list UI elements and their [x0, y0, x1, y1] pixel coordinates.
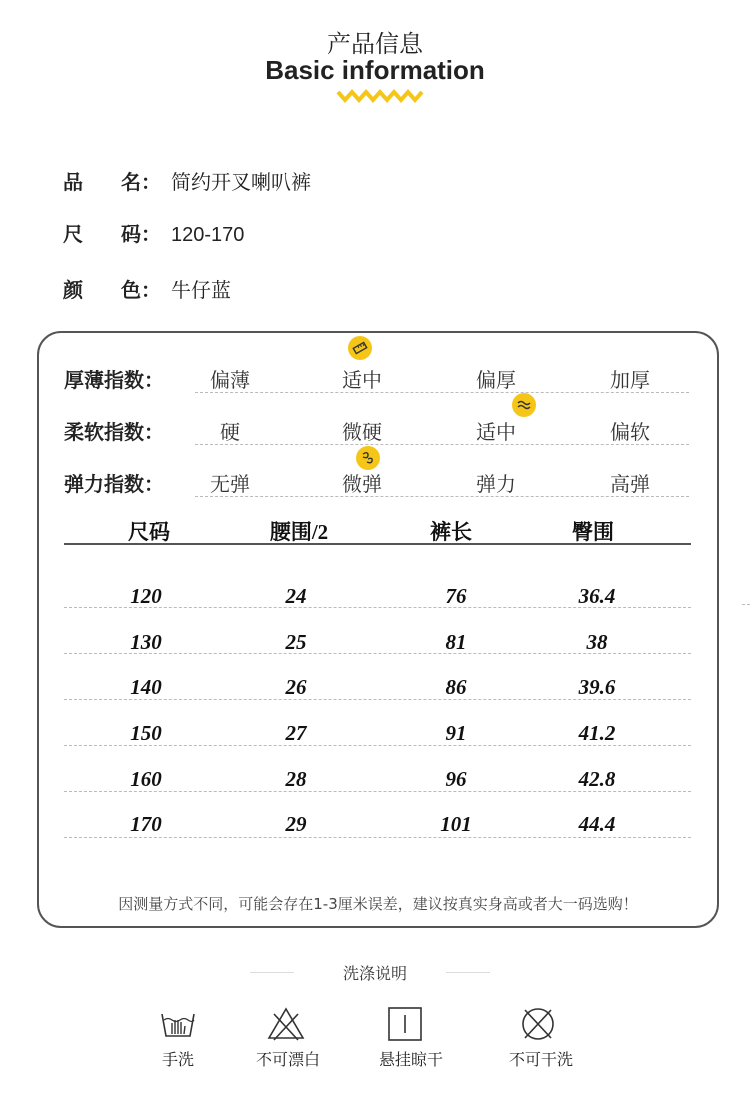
table-header-divider: [64, 543, 691, 545]
table-cell-waist: 29: [285, 812, 307, 836]
product-color-value: 牛仔蓝: [171, 278, 231, 302]
elasticity-index-label: 弹力指数：: [64, 472, 164, 496]
product-name-row: [63, 166, 311, 195]
table-cell-length: 101: [440, 812, 472, 836]
care-label: 手洗: [161, 1050, 194, 1069]
divider: [742, 604, 750, 605]
thickness-option: 偏厚: [476, 368, 516, 392]
washing-title: 洗涤说明: [342, 964, 407, 983]
elasticity-option: 微弹: [342, 472, 382, 496]
divider: [446, 972, 490, 973]
product-color-row: [63, 274, 231, 303]
elasticity-option: 高弹: [610, 472, 650, 496]
table-header-hip: 臀围: [572, 520, 614, 544]
table-header-length: 裤长: [430, 520, 472, 544]
thickness-option: 偏薄: [210, 368, 250, 392]
table-cell-size: 120: [130, 584, 162, 608]
page-title-en: Basic information: [265, 55, 485, 85]
product-size-value: 120-170: [171, 224, 245, 246]
table-cell-size: 170: [130, 812, 162, 836]
row-divider: [64, 791, 691, 792]
thickness-option: 适中: [342, 368, 382, 392]
divider: [195, 392, 689, 393]
table-cell-size: 150: [130, 721, 162, 745]
softness-option: 微硬: [342, 420, 382, 444]
thickness-index-label: 厚薄指数：: [64, 368, 164, 392]
softness-option: 硬: [220, 420, 240, 444]
product-size-row: [63, 218, 244, 247]
table-cell-hip: 44.4: [578, 812, 616, 836]
table-cell-size: 160: [130, 767, 162, 791]
page-title-cn: 产品信息: [327, 30, 423, 58]
hand-wash-icon: [158, 1006, 198, 1042]
table-cell-hip: 41.2: [578, 721, 616, 745]
care-label: 不可漂白: [255, 1050, 320, 1069]
zigzag-decoration-icon: [336, 88, 426, 104]
table-cell-length: 96: [445, 767, 467, 791]
table-cell-length: 81: [445, 630, 467, 654]
table-cell-waist: 27: [285, 721, 307, 745]
row-divider: [64, 837, 691, 838]
table-cell-waist: 25: [285, 630, 307, 654]
row-divider: [64, 699, 691, 700]
thickness-option: 加厚: [610, 368, 650, 392]
product-size-label: 尺 码：: [63, 222, 161, 246]
table-cell-hip: 42.8: [578, 767, 616, 791]
table-cell-waist: 28: [285, 767, 307, 791]
table-cell-size: 140: [130, 675, 162, 699]
softness-option: 适中: [476, 420, 516, 444]
product-name-label: 品 名：: [63, 170, 161, 194]
divider: [195, 444, 689, 445]
table-cell-hip: 38: [586, 630, 608, 654]
line-dry-icon: [385, 1006, 425, 1042]
no-dry-clean-icon: [518, 1006, 558, 1042]
table-cell-waist: 26: [285, 675, 307, 699]
table-cell-hip: 36.4: [578, 584, 616, 608]
no-bleach-icon: [266, 1006, 306, 1042]
ruler-icon: [348, 336, 372, 360]
measurement-note: 因测量方式不同，可能会存在1-3厘米误差，建议按真实身高或者大一码选购！: [118, 895, 638, 913]
wave-icon: [512, 393, 536, 417]
table-cell-length: 86: [445, 675, 467, 699]
spring-icon: [356, 446, 380, 470]
care-label: 悬挂晾干: [378, 1050, 443, 1069]
row-divider: [64, 607, 691, 608]
table-cell-waist: 24: [285, 584, 307, 608]
table-cell-length: 76: [445, 584, 467, 608]
product-color-label: 颜 色：: [63, 278, 161, 302]
softness-index-label: 柔软指数：: [64, 420, 164, 444]
row-divider: [64, 745, 691, 746]
table-cell-size: 130: [130, 630, 162, 654]
table-cell-hip: 39.6: [578, 675, 616, 699]
product-name-value: 简约开叉喇叭裤: [171, 170, 311, 194]
row-divider: [64, 653, 691, 654]
table-header-waist: 腰围/2: [269, 520, 329, 544]
table-header-size: 尺码: [128, 520, 170, 544]
elasticity-option: 弹力: [476, 472, 516, 496]
table-cell-length: 91: [445, 721, 467, 745]
elasticity-option: 无弹: [210, 472, 250, 496]
softness-option: 偏软: [610, 420, 650, 444]
divider: [195, 496, 689, 497]
care-label: 不可干洗: [508, 1050, 573, 1069]
